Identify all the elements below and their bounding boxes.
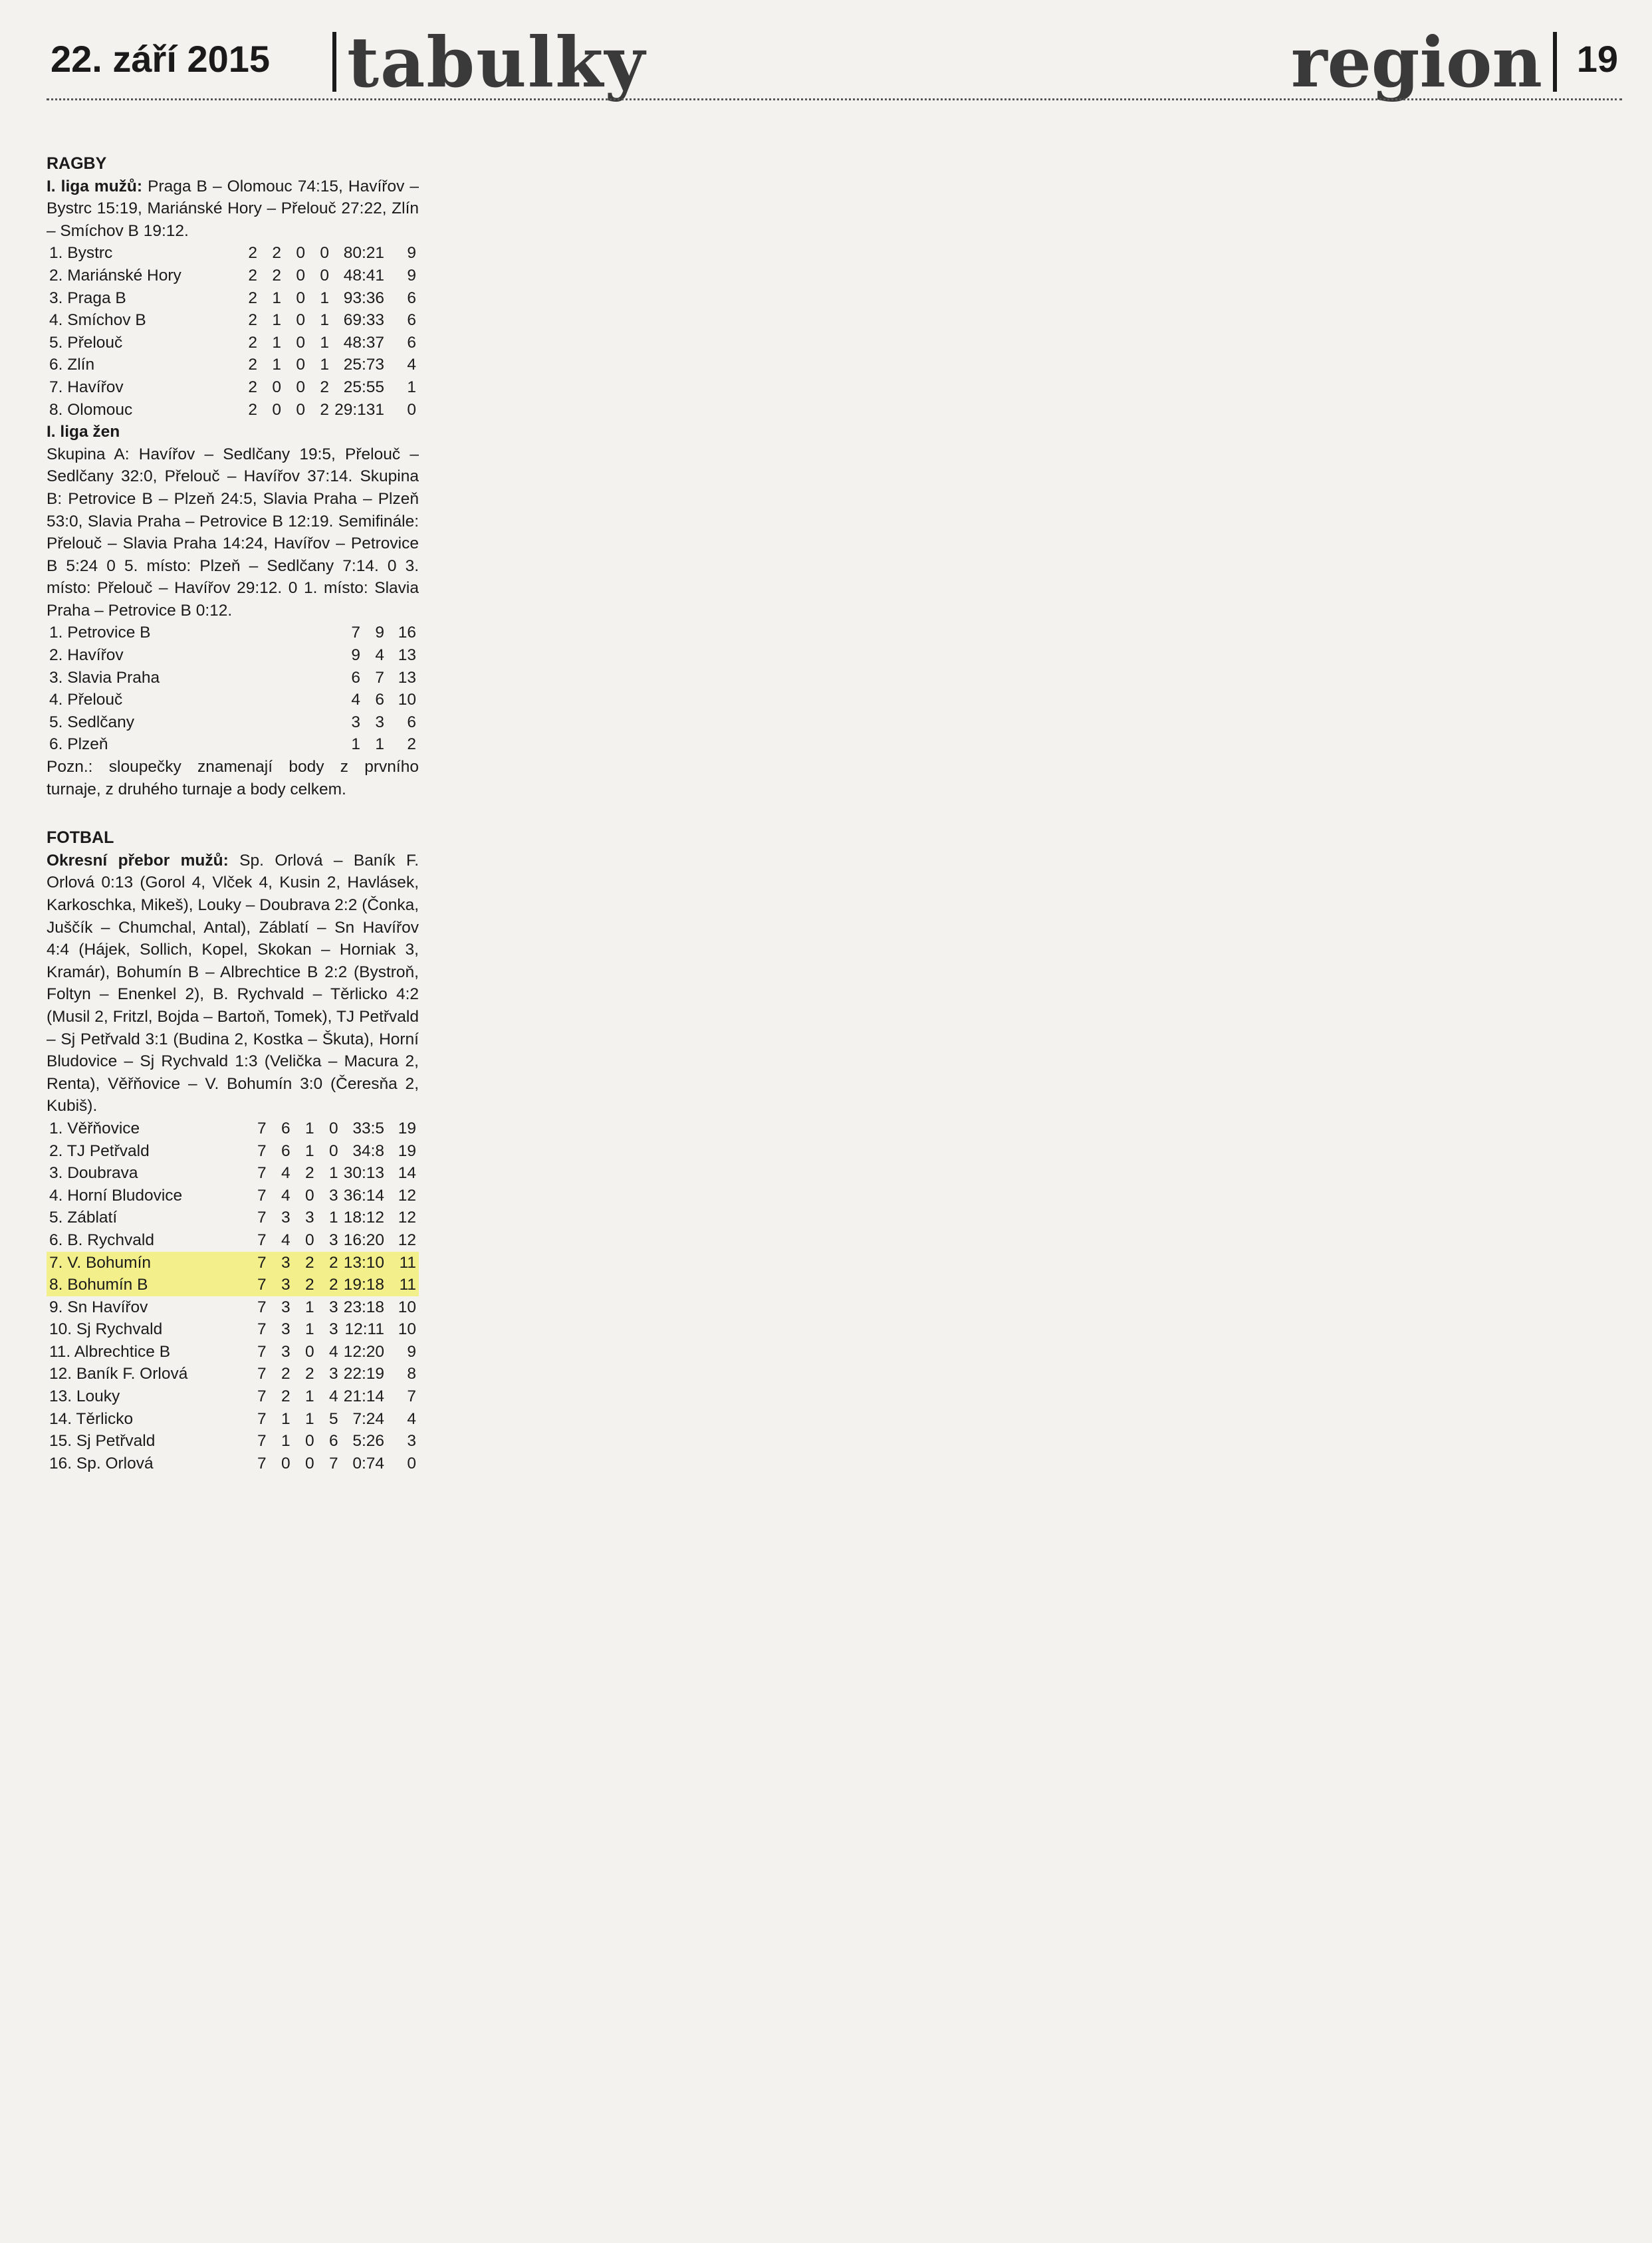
table-row bbox=[47, 667, 419, 689]
stat-cell: 30:13 bbox=[343, 1164, 384, 1183]
team-cell: 15. Sj Petřvald bbox=[49, 1432, 156, 1451]
stat-cell: 1 bbox=[272, 311, 282, 330]
stat-cell: 0 bbox=[305, 1342, 314, 1361]
stat-cell: 7 bbox=[257, 1253, 267, 1272]
stat-cell: 7 bbox=[257, 1209, 267, 1227]
team-cell: 5. Záblatí bbox=[49, 1209, 118, 1227]
stat-cell: 2 bbox=[248, 244, 258, 263]
team-cell: 5. Přelouč bbox=[49, 333, 123, 352]
stat-cell: 7 bbox=[257, 1432, 267, 1451]
stat-cell: 7 bbox=[257, 1409, 267, 1428]
team-cell: 3. Praga B bbox=[49, 289, 126, 307]
stat-cell: 14 bbox=[398, 1164, 416, 1183]
team-cell: 7. Havířov bbox=[49, 378, 124, 396]
stat-cell: 6 bbox=[407, 311, 416, 330]
table-row bbox=[47, 399, 419, 421]
stat-cell: 0 bbox=[305, 1231, 314, 1249]
table-row bbox=[47, 1296, 419, 1319]
rugby-note: Pozn.: sloupečky znamenají body z prvního turnaje, z druhého turnaje a body celkem. bbox=[47, 758, 419, 798]
stat-cell: 7 bbox=[257, 1320, 267, 1339]
page-number: 19 bbox=[1576, 38, 1618, 80]
stat-cell: 7:24 bbox=[352, 1409, 384, 1428]
stat-cell: 2 bbox=[305, 1164, 314, 1183]
table-row bbox=[47, 287, 419, 310]
table-row bbox=[47, 1140, 419, 1163]
stat-cell: 23:18 bbox=[343, 1298, 384, 1316]
stat-cell: 16 bbox=[398, 624, 416, 642]
team-cell: 7. V. Bohumín bbox=[49, 1253, 152, 1272]
stat-cell: 10 bbox=[398, 691, 416, 709]
stat-cell: 7 bbox=[351, 624, 360, 642]
stat-cell: 6 bbox=[329, 1432, 338, 1451]
stat-cell: 0 bbox=[296, 378, 306, 396]
table-row bbox=[47, 1207, 419, 1229]
stat-cell: 2 bbox=[281, 1387, 291, 1406]
stat-cell: 6 bbox=[407, 713, 416, 731]
table-row bbox=[47, 1408, 419, 1431]
stat-cell: 0 bbox=[305, 1432, 314, 1451]
stat-cell: 0 bbox=[305, 1186, 314, 1205]
stat-cell: 1 bbox=[320, 289, 330, 307]
team-cell: 4. Přelouč bbox=[49, 691, 123, 709]
section-title: tabulky bbox=[347, 21, 646, 103]
stat-cell: 9 bbox=[407, 266, 416, 285]
stat-cell: 4 bbox=[407, 356, 416, 374]
stat-cell: 4 bbox=[375, 646, 384, 665]
stat-cell: 1 bbox=[281, 1409, 291, 1428]
stat-cell: 7 bbox=[257, 1365, 267, 1383]
stat-cell: 7 bbox=[257, 1454, 267, 1473]
stat-cell: 2 bbox=[305, 1365, 314, 1383]
stat-cell: 1 bbox=[407, 378, 416, 396]
stat-cell: 9 bbox=[407, 244, 416, 263]
stat-cell: 3 bbox=[329, 1365, 338, 1383]
team-cell: 6. Zlín bbox=[49, 356, 95, 374]
stat-cell: 6 bbox=[375, 691, 384, 709]
stat-cell: 18:12 bbox=[343, 1209, 384, 1227]
stat-cell: 0 bbox=[296, 266, 306, 285]
stat-cell: 7 bbox=[257, 1276, 267, 1294]
football-heading: FOTBAL bbox=[47, 828, 114, 848]
stat-cell: 6 bbox=[407, 333, 416, 352]
stat-cell: 22:19 bbox=[343, 1365, 384, 1383]
stat-cell: 2 bbox=[248, 356, 258, 374]
stat-cell: 21:14 bbox=[343, 1387, 384, 1406]
stat-cell: 3 bbox=[281, 1209, 291, 1227]
stat-cell: 2 bbox=[272, 244, 282, 263]
stat-cell: 0 bbox=[272, 400, 282, 419]
team-cell: 5. Sedlčany bbox=[49, 713, 135, 731]
table-row bbox=[47, 1185, 419, 1207]
team-cell: 4. Smíchov B bbox=[49, 311, 146, 330]
stat-cell: 6 bbox=[281, 1141, 291, 1160]
rugby-men-table bbox=[47, 242, 419, 421]
rugby-women-table bbox=[47, 622, 419, 756]
team-cell: 8. Olomouc bbox=[49, 400, 133, 419]
table-row bbox=[47, 711, 419, 734]
stat-cell: 7 bbox=[257, 1298, 267, 1316]
stat-cell: 12 bbox=[398, 1186, 416, 1205]
stat-cell: 3 bbox=[281, 1253, 291, 1272]
column-1 bbox=[47, 141, 419, 1475]
table-row bbox=[47, 1363, 419, 1385]
team-cell: 1. Věřňovice bbox=[49, 1119, 140, 1137]
team-cell: 14. Těrlicko bbox=[49, 1409, 134, 1428]
stat-cell: 0:74 bbox=[352, 1454, 384, 1473]
stat-cell: 8 bbox=[407, 1365, 416, 1383]
stat-cell: 1 bbox=[329, 1209, 338, 1227]
masthead-rule bbox=[47, 98, 1622, 100]
stat-cell: 5:26 bbox=[352, 1432, 384, 1451]
stat-cell: 13 bbox=[398, 646, 416, 665]
stat-cell: 0 bbox=[272, 378, 282, 396]
table-row bbox=[47, 332, 419, 354]
stat-cell: 1 bbox=[320, 356, 330, 374]
stat-cell: 3 bbox=[351, 713, 360, 731]
stat-cell: 1 bbox=[272, 333, 282, 352]
stat-cell: 0 bbox=[407, 1454, 416, 1473]
stat-cell: 7 bbox=[257, 1119, 267, 1137]
table-row bbox=[47, 644, 419, 667]
stat-cell: 0 bbox=[407, 400, 416, 419]
stat-cell: 0 bbox=[329, 1119, 338, 1137]
stat-cell: 7 bbox=[257, 1231, 267, 1249]
stat-cell: 10 bbox=[398, 1320, 416, 1339]
region-title: region bbox=[1290, 21, 1542, 103]
stat-cell: 16:20 bbox=[343, 1231, 384, 1249]
stat-cell: 4 bbox=[281, 1231, 291, 1249]
stat-cell: 7 bbox=[257, 1186, 267, 1205]
stat-cell: 12:20 bbox=[343, 1342, 384, 1361]
stat-cell: 1 bbox=[305, 1409, 314, 1428]
issue-date: 22. září 2015 bbox=[51, 38, 271, 80]
stat-cell: 12 bbox=[398, 1209, 416, 1227]
stat-cell: 1 bbox=[351, 735, 360, 754]
table-row bbox=[47, 1318, 419, 1341]
stat-cell: 1 bbox=[305, 1298, 314, 1316]
table-row bbox=[47, 1118, 419, 1140]
rugby-men-results-text: Praga B – Olomouc 74:15, Havířov – Bystrc 15:19, Mariánské Hory – Přelouč 27:22, Zlín – Smíchov B 19:12. bbox=[47, 177, 419, 240]
team-cell: 6. B. Rychvald bbox=[49, 1231, 154, 1249]
stat-cell: 5 bbox=[329, 1409, 338, 1428]
table-row bbox=[47, 733, 419, 756]
stat-cell: 2 bbox=[248, 378, 258, 396]
stat-cell: 29:131 bbox=[334, 400, 384, 419]
stat-cell: 11 bbox=[399, 1276, 416, 1294]
team-cell: 11. Albrechtice B bbox=[49, 1342, 171, 1361]
stat-cell: 2 bbox=[329, 1253, 338, 1272]
stat-cell: 7 bbox=[257, 1164, 267, 1183]
stat-cell: 1 bbox=[281, 1432, 291, 1451]
stat-cell: 7 bbox=[329, 1454, 338, 1473]
stat-cell: 19:18 bbox=[343, 1276, 384, 1294]
stat-cell: 2 bbox=[329, 1276, 338, 1294]
stat-cell: 3 bbox=[329, 1186, 338, 1205]
table-row bbox=[47, 1430, 419, 1453]
stat-cell: 1 bbox=[272, 356, 282, 374]
stat-cell: 1 bbox=[329, 1164, 338, 1183]
team-cell: 4. Horní Bludovice bbox=[49, 1186, 183, 1205]
stat-cell: 11 bbox=[399, 1253, 416, 1272]
stat-cell: 0 bbox=[305, 1454, 314, 1473]
team-cell: 3. Slavia Praha bbox=[49, 668, 160, 687]
stat-cell: 3 bbox=[305, 1209, 314, 1227]
stat-cell: 4 bbox=[281, 1164, 291, 1183]
stat-cell: 0 bbox=[296, 400, 306, 419]
stat-cell: 6 bbox=[351, 668, 360, 687]
stat-cell: 4 bbox=[329, 1342, 338, 1361]
stat-cell: 3 bbox=[281, 1320, 291, 1339]
table-row bbox=[47, 1162, 419, 1185]
stat-cell: 93:36 bbox=[343, 289, 384, 307]
stat-cell: 9 bbox=[407, 1342, 416, 1361]
stat-cell: 4 bbox=[329, 1387, 338, 1406]
stat-cell: 0 bbox=[320, 244, 330, 263]
stat-cell: 2 bbox=[320, 378, 330, 396]
stat-cell: 36:14 bbox=[343, 1186, 384, 1205]
stat-cell: 1 bbox=[375, 735, 384, 754]
masthead bbox=[47, 20, 1622, 103]
masthead-divider-right bbox=[1553, 32, 1557, 92]
stat-cell: 3 bbox=[281, 1276, 291, 1294]
okresni-prebor-results-text: Sp. Orlová – Baník F. Orlová 0:13 (Gorol 4, Vlček 4, Kusin 2, Havlásek, Karkoschka, Mikeš), Louky – Doubrava 2:2 (Čonka, Juščík – Chumchal, Antal), Záblatí – Sn Havířov 4:4 (Hájek, Sollich, Kopel, Skokan – Horniak 3, Kramár), Bohumín B – Albrechtice B 2:2 (Bystroň, Foltyn – Enenkel 2), B. Rychvald – Těrlicko 4:2 (Musil 2, Fritzl, Bojda – Bartoň, Tomek), TJ Petřvald – Sj Petřvald 3:1 (Budina 2, Kostka – Škuta), Horní Bludovice – Sj Rychvald 1:3 (Velička – Macura 2, Renta), Věřňovice – V. Bohumín 3:0 (Čeresňa 2, Kubiš). bbox=[47, 851, 419, 1116]
team-cell: 10. Sj Rychvald bbox=[49, 1320, 163, 1339]
stat-cell: 33:5 bbox=[352, 1119, 384, 1137]
table-row bbox=[47, 689, 419, 711]
stat-cell: 0 bbox=[296, 333, 306, 352]
stat-cell: 19 bbox=[398, 1141, 416, 1160]
stat-cell: 6 bbox=[281, 1119, 291, 1137]
stat-cell: 0 bbox=[281, 1454, 291, 1473]
team-cell: 9. Sn Havířov bbox=[49, 1298, 148, 1316]
table-row bbox=[47, 265, 419, 287]
okresni-prebor-table bbox=[47, 1118, 419, 1475]
table-row bbox=[47, 1341, 419, 1363]
table-row bbox=[47, 376, 419, 399]
stat-cell: 13:10 bbox=[343, 1253, 384, 1272]
table-row bbox=[47, 1252, 419, 1274]
rugby-men-results bbox=[47, 176, 419, 243]
stat-cell: 2 bbox=[248, 311, 258, 330]
stat-cell: 1 bbox=[305, 1119, 314, 1137]
stat-cell: 4 bbox=[407, 1409, 416, 1428]
stat-cell: 0 bbox=[320, 266, 330, 285]
stat-cell: 3 bbox=[281, 1342, 291, 1361]
stat-cell: 48:37 bbox=[343, 333, 384, 352]
stat-cell: 9 bbox=[375, 624, 384, 642]
rugby-heading: RAGBY bbox=[47, 154, 107, 173]
stat-cell: 3 bbox=[329, 1298, 338, 1316]
stat-cell: 3 bbox=[375, 713, 384, 731]
team-cell: 12. Baník F. Orlová bbox=[49, 1365, 188, 1383]
team-cell: 2. Havířov bbox=[49, 646, 124, 665]
stat-cell: 7 bbox=[407, 1387, 416, 1406]
table-row bbox=[47, 1229, 419, 1252]
team-cell: 13. Louky bbox=[49, 1387, 120, 1406]
table-row bbox=[47, 1385, 419, 1408]
table-row bbox=[47, 1453, 419, 1475]
masthead-divider bbox=[332, 32, 336, 92]
stat-cell: 1 bbox=[320, 311, 330, 330]
stat-cell: 2 bbox=[281, 1365, 291, 1383]
stat-cell: 7 bbox=[257, 1387, 267, 1406]
okresni-prebor-results bbox=[47, 850, 419, 1118]
stat-cell: 3 bbox=[329, 1320, 338, 1339]
team-cell: 6. Plzeň bbox=[49, 735, 108, 754]
stat-cell: 25:55 bbox=[343, 378, 384, 396]
stat-cell: 2 bbox=[305, 1253, 314, 1272]
team-cell: 3. Doubrava bbox=[49, 1164, 138, 1183]
stat-cell: 2 bbox=[305, 1276, 314, 1294]
team-cell: 2. Mariánské Hory bbox=[49, 266, 181, 285]
okresni-prebor-title: Okresní přebor mužů: bbox=[47, 851, 229, 870]
stat-cell: 7 bbox=[375, 668, 384, 687]
table-row bbox=[47, 1274, 419, 1296]
rugby-men-title: I. liga mužů: bbox=[47, 177, 143, 195]
stat-cell: 2 bbox=[272, 266, 282, 285]
team-cell: 1. Bystrc bbox=[49, 244, 113, 263]
stat-cell: 80:21 bbox=[343, 244, 384, 263]
rugby-women-title: I. liga žen bbox=[47, 423, 120, 441]
stat-cell: 1 bbox=[272, 289, 282, 307]
table-row bbox=[47, 309, 419, 332]
stat-cell: 1 bbox=[305, 1320, 314, 1339]
stat-cell: 13 bbox=[398, 668, 416, 687]
stat-cell: 9 bbox=[351, 646, 360, 665]
stat-cell: 25:73 bbox=[343, 356, 384, 374]
table-row bbox=[47, 242, 419, 265]
stat-cell: 1 bbox=[305, 1387, 314, 1406]
stat-cell: 10 bbox=[398, 1298, 416, 1316]
team-cell: 1. Petrovice B bbox=[49, 624, 151, 642]
stat-cell: 48:41 bbox=[343, 266, 384, 285]
stat-cell: 1 bbox=[320, 333, 330, 352]
stat-cell: 2 bbox=[407, 735, 416, 754]
team-cell: 8. Bohumín B bbox=[49, 1276, 148, 1294]
stat-cell: 2 bbox=[248, 400, 258, 419]
stat-cell: 0 bbox=[296, 311, 306, 330]
team-cell: 2. TJ Petřvald bbox=[49, 1141, 150, 1160]
table-row bbox=[47, 622, 419, 644]
stat-cell: 34:8 bbox=[352, 1141, 384, 1160]
stat-cell: 19 bbox=[398, 1119, 416, 1137]
stat-cell: 2 bbox=[248, 289, 258, 307]
stat-cell: 6 bbox=[407, 289, 416, 307]
table-row bbox=[47, 354, 419, 376]
stat-cell: 12 bbox=[398, 1231, 416, 1249]
stat-cell: 0 bbox=[296, 244, 306, 263]
stat-cell: 3 bbox=[329, 1231, 338, 1249]
stat-cell: 2 bbox=[248, 266, 258, 285]
stat-cell: 3 bbox=[407, 1432, 416, 1451]
stat-cell: 2 bbox=[248, 333, 258, 352]
stat-cell: 0 bbox=[296, 289, 306, 307]
stat-cell: 3 bbox=[281, 1298, 291, 1316]
stat-cell: 69:33 bbox=[343, 311, 384, 330]
team-cell: 16. Sp. Orlová bbox=[49, 1454, 154, 1473]
stat-cell: 0 bbox=[296, 356, 306, 374]
stat-cell: 4 bbox=[351, 691, 360, 709]
stat-cell: 4 bbox=[281, 1186, 291, 1205]
stat-cell: 12:11 bbox=[344, 1320, 384, 1339]
stat-cell: 1 bbox=[305, 1141, 314, 1160]
stat-cell: 7 bbox=[257, 1141, 267, 1160]
stat-cell: 7 bbox=[257, 1342, 267, 1361]
stat-cell: 0 bbox=[329, 1141, 338, 1160]
rugby-women-results: Skupina A: Havířov – Sedlčany 19:5, Přelouč – Sedlčany 32:0, Přelouč – Havířov 37:14. Skupina B: Petrovice B – Plzeň 24:5, Slavia Praha – Plzeň 53:0, Slavia Praha – Petrovice B 12:19. Semifinále: Přelouč – Slavia Praha 14:24, Havířov – Petrovice B 5:24 0 5. místo: Plzeň – Sedlčany 7:14. 0 3. místo: Přelouč – Havířov 29:12. 0 1. místo: Slavia Praha – Petrovice B 0:12. bbox=[47, 445, 419, 620]
stat-cell: 2 bbox=[320, 400, 330, 419]
